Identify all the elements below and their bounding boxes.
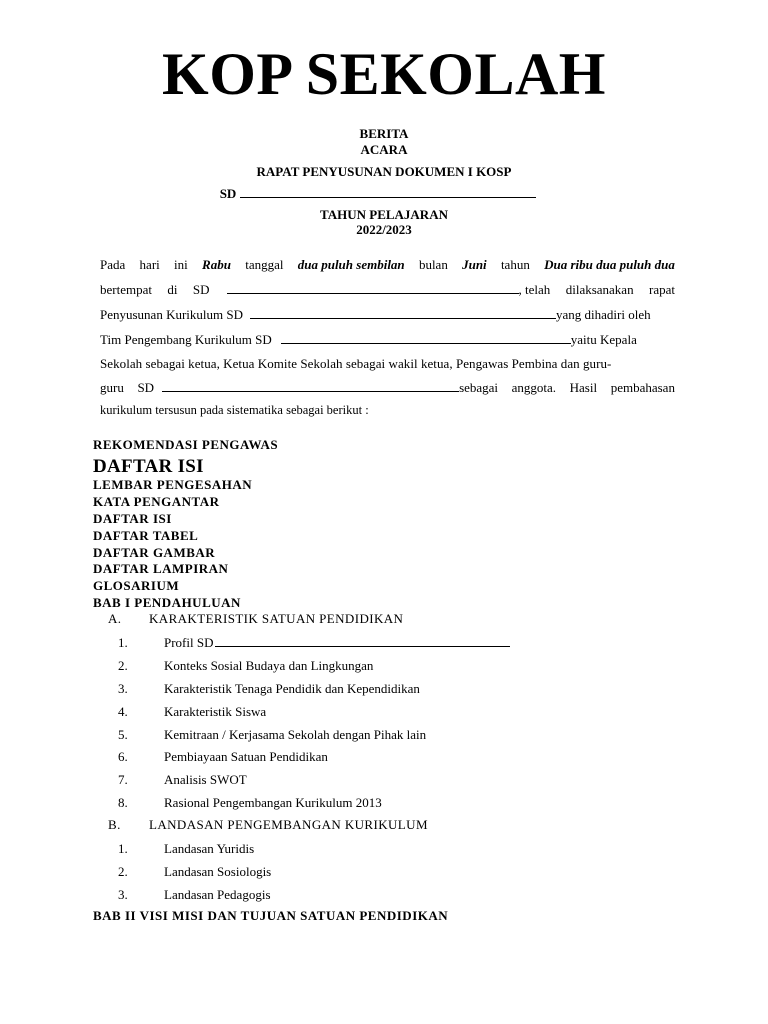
list-item — [118, 705, 266, 718]
word: di — [167, 282, 178, 297]
item-number: 7. — [118, 772, 128, 787]
text: kurikulum tersusun pada sistematika sebagai berikut : — [100, 403, 369, 417]
school-name-blank — [162, 390, 459, 392]
kurikulum-field — [100, 308, 651, 321]
school-name-blank — [281, 342, 571, 344]
date-value: dua puluh sembilan — [297, 257, 405, 272]
list-item — [118, 865, 271, 878]
item-number: 1. — [118, 635, 128, 650]
list-item — [118, 842, 254, 855]
item-text: Karakteristik Siswa — [164, 704, 267, 719]
paragraph-line-5 — [100, 357, 675, 370]
sd-blank — [240, 196, 536, 198]
item-text: Konteks Sosial Budaya dan Lingkungan — [164, 658, 374, 673]
section-b-letter: B. — [108, 817, 121, 832]
word: tahun — [500, 257, 530, 272]
tahun-value: 2022/2023 — [356, 222, 412, 237]
tim-field — [100, 333, 637, 346]
list-item — [118, 636, 510, 649]
toc-entry: GLOSARIUM — [93, 578, 180, 593]
toc-entry: DAFTAR LAMPIRAN — [93, 561, 229, 576]
item-text: Rasional Pengembangan Kurikulum 2013 — [164, 795, 382, 810]
list-item — [118, 796, 382, 809]
sd-school-field — [193, 283, 550, 296]
item-text: Pembiayaan Satuan Pendidikan — [164, 749, 328, 764]
item-text: Landasan Yuridis — [164, 841, 255, 856]
word: SD — [137, 380, 155, 395]
section-a-letter: A. — [108, 611, 122, 626]
paragraph-line-6 — [100, 381, 675, 394]
list-item — [118, 773, 247, 786]
item-number: 3. — [118, 681, 128, 696]
tahun-label: TAHUN PELAJARAN — [320, 207, 448, 222]
list-item — [118, 659, 373, 672]
item-text: Landasan Sosiologis — [164, 864, 272, 879]
section-b-title: LANDASAN PENGEMBANGAN KURIKULUM — [149, 817, 428, 832]
word: rapat — [649, 282, 675, 297]
paragraph-line-3 — [100, 308, 675, 321]
word: anggota. — [511, 380, 557, 395]
text: Sekolah sebagai ketua, Ketua Komite Sekolah sebagai wakil ketua, Pengawas Pembina dan guru- — [100, 356, 612, 371]
item-number: 5. — [118, 727, 128, 742]
item-text: Kemitraan / Kerjasama Sekolah dengan Pihak lain — [164, 727, 427, 742]
list-item — [118, 728, 426, 741]
paragraph-line-1 — [100, 258, 675, 271]
rapat-title: RAPAT PENYUSUNAN DOKUMEN I KOSP — [256, 164, 512, 179]
bab-ii-heading: BAB II VISI MISI DAN TUJUAN SATUAN PENDIDIKAN — [93, 908, 449, 923]
daftar-isi-heading: DAFTAR ISI — [93, 456, 204, 477]
toc-entry: BAB I PENDAHULUAN — [93, 595, 241, 610]
word: , telah — [518, 282, 551, 297]
item-number: 2. — [118, 658, 128, 673]
item-text: Analisis SWOT — [164, 772, 247, 787]
word: hari — [139, 257, 160, 272]
item-number: 4. — [118, 704, 128, 719]
paragraph-line-4 — [100, 333, 675, 346]
list-item — [118, 888, 271, 901]
word: dilaksanakan — [565, 282, 634, 297]
paragraph-line-7 — [100, 404, 675, 417]
rekomendasi-heading: REKOMENDASI PENGAWAS — [93, 437, 279, 452]
word: pembahasan — [610, 380, 675, 395]
item-text: Profil SD — [164, 635, 214, 650]
toc-entry: LEMBAR PENGESAHAN — [93, 477, 253, 492]
list-item — [118, 750, 328, 763]
toc-entry: DAFTAR ISI — [93, 511, 172, 526]
sd-line — [0, 187, 762, 200]
word: sebagai — [459, 380, 499, 395]
word: bertempat — [100, 282, 152, 297]
item-number: 1. — [118, 841, 128, 856]
paragraph-line-2 — [100, 283, 675, 296]
word: guru — [100, 380, 124, 395]
item-number: 6. — [118, 749, 128, 764]
text: Penyusunan Kurikulum SD — [100, 307, 243, 322]
item-text: Karakteristik Tenaga Pendidik dan Kependidikan — [164, 681, 420, 696]
item-number: 2. — [118, 864, 128, 879]
acara-label: ACARA — [360, 142, 408, 157]
item-number: 8. — [118, 795, 128, 810]
word: Pada — [100, 257, 126, 272]
day-value: Rabu — [202, 257, 231, 272]
toc-entry: DAFTAR GAMBAR — [93, 545, 216, 560]
word: tanggal — [245, 257, 284, 272]
list-item — [118, 682, 420, 695]
item-text: Landasan Pedagogis — [164, 887, 271, 902]
word: bulan — [418, 257, 448, 272]
text: Tim Pengembang Kurikulum SD — [100, 332, 272, 347]
school-name-blank — [250, 317, 556, 319]
toc-entry: KATA PENGANTAR — [93, 494, 220, 509]
word: Hasil — [569, 380, 598, 395]
year-value: Dua ribu dua puluh dua — [544, 257, 675, 272]
month-value: Juni — [462, 257, 487, 272]
kop-sekolah-title: KOP SEKOLAH — [162, 41, 606, 107]
text: yang dihadiri oleh — [556, 307, 651, 322]
word: SD — [192, 282, 210, 297]
berita-label: BERITA — [359, 126, 409, 141]
school-name-blank — [227, 292, 519, 294]
sd-label: SD — [219, 186, 237, 201]
toc-entry: DAFTAR TABEL — [93, 528, 199, 543]
word: ini — [174, 257, 188, 272]
section-a-title: KARAKTERISTIK SATUAN PENDIDIKAN — [149, 611, 404, 626]
profil-sd-blank — [215, 645, 510, 647]
text: yaitu Kepala — [570, 332, 637, 347]
item-number: 3. — [118, 887, 128, 902]
sd-field — [137, 381, 498, 394]
